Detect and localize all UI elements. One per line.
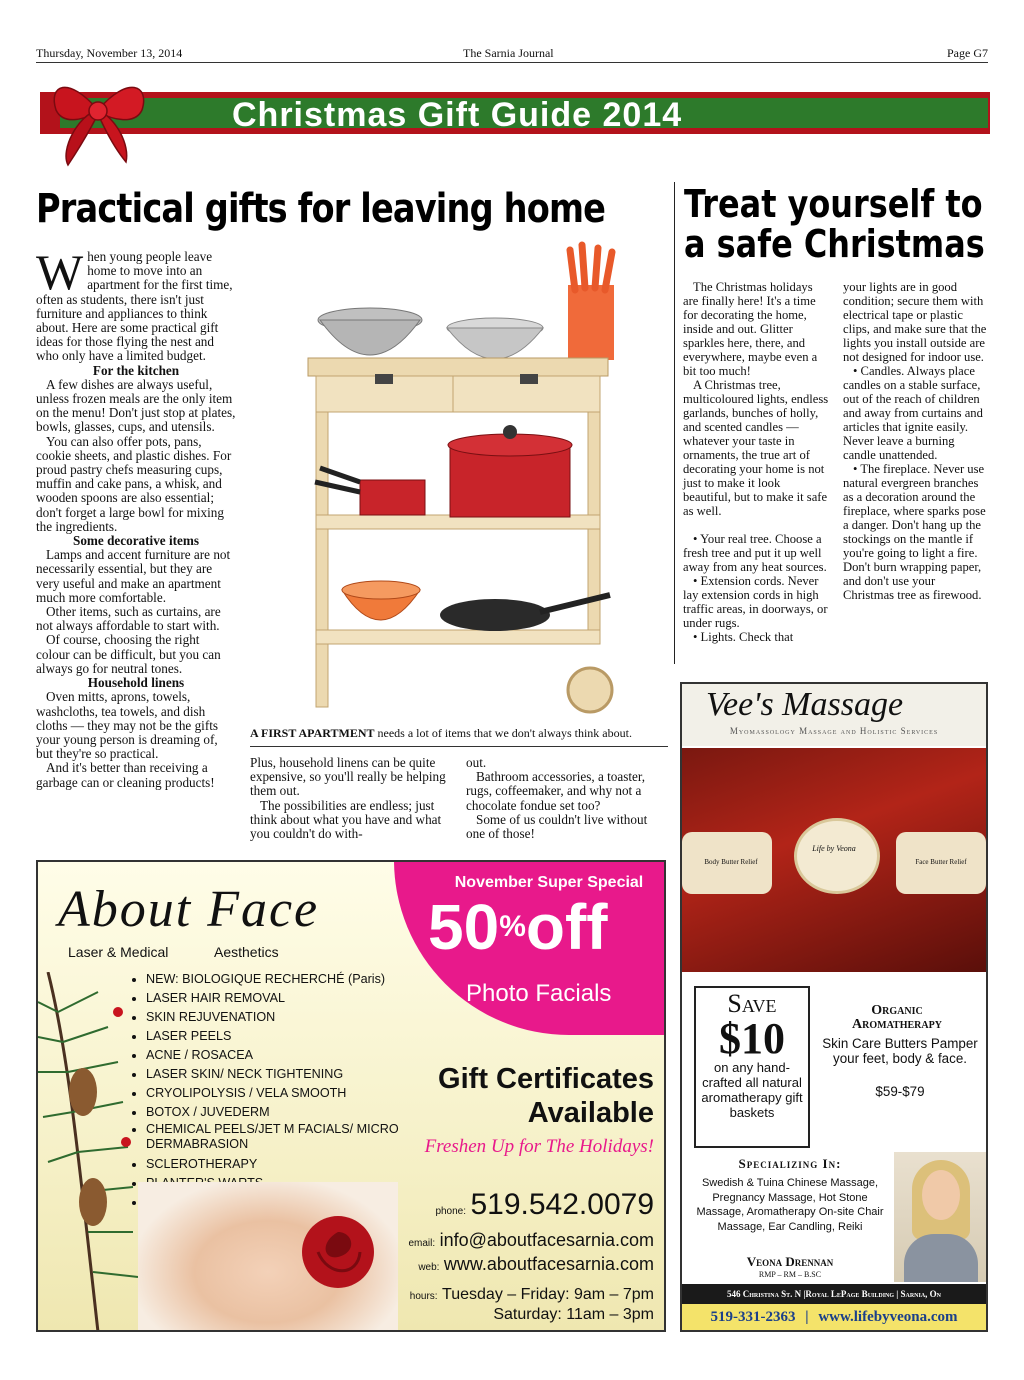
banner-title: Christmas Gift Guide 2014 — [232, 96, 683, 134]
kitchen-cart-photo — [250, 240, 668, 718]
paragraph: Bathroom accessories, a toaster, rugs, coffeemaker, and why not a chocolate fondue set too? — [466, 769, 646, 813]
drop-cap: W — [36, 244, 84, 300]
save-amount: $10 — [719, 1014, 785, 1063]
organic-price: $59-$79 — [875, 1084, 925, 1099]
jar-label-body: Body Butter Relief — [704, 858, 758, 866]
organic-line1: Organic — [871, 1003, 923, 1018]
caption-lead: A FIRST APARTMENT — [250, 726, 375, 740]
hours-saturday: Saturday: 11am – 3pm — [493, 1306, 654, 1323]
subhead-linens: Household linens — [87, 675, 185, 691]
percent-sign: % — [499, 910, 526, 943]
gift-line2: Available — [527, 1097, 654, 1129]
service-item: • LASER HAIR REMOVAL — [146, 989, 416, 1008]
phone-label: phone: — [435, 1206, 467, 1217]
article-headline-safe-christmas — [684, 184, 985, 264]
photo-facials: Photo Facials — [466, 980, 612, 1007]
paragraph: Oven mitts, aprons, towels, washcloths, tea towels, and dish cloths — they may not be the gifts your young person is dreaming of, but they're so practical. — [36, 689, 219, 762]
photo-caption — [250, 726, 668, 741]
ad-about-face[interactable] — [36, 860, 666, 1332]
phone-number[interactable]: 519.542.0079 — [470, 1188, 654, 1221]
article1-column1 — [36, 244, 236, 790]
website-link[interactable]: www.aboutfacesarnia.com — [443, 1254, 654, 1274]
contact-bar — [682, 1304, 986, 1330]
caption-text: needs a lot of items that we don't always think about. — [374, 726, 632, 740]
issue-date: Thursday, November 13, 2014 — [36, 46, 183, 60]
column-divider — [674, 182, 675, 664]
header-rule — [36, 62, 988, 63]
paragraph: You can also offer pots, pans, cookie sheets, and plastic dishes. For proud pastry chefs measuring cups, muffin and cake pans, a whisk, and wooden spoons are also essential; don't forget a large bowl for mixing the ingredients. — [36, 433, 232, 534]
paragraph: your lights are in good condition; secure them with electrical tape or plastic clips, and make sure that the lights you install outside are not designed for indoor use. — [843, 280, 987, 364]
paragraph: Of course, choosing the right colour can be difficult, but you can always go for neutral tones. — [36, 632, 221, 676]
email-label: email: — [408, 1238, 436, 1249]
headline-line1: Treat yourself to — [684, 182, 983, 226]
paragraph: A few dishes are always useful, unless frozen meals are the only item on the menu! Don't just stop at plates, bowls, glasses, cups, and utensils. — [36, 376, 236, 435]
caption-rule — [250, 746, 668, 747]
email-line — [368, 1230, 654, 1251]
service-item: • ACNE / ROSACEA — [146, 1046, 416, 1065]
christmas-bow-icon — [38, 70, 158, 170]
article2-column2 — [843, 280, 989, 602]
paragraph: A Christmas tree, multicoloured lights, endless garlands, bunches of holly, and scented candles — whatever your taste in ornaments, the true art of decorating your home is not just to make it look beautiful, but to make it safe as well. — [683, 378, 829, 518]
gift-line1: Gift Certificates — [438, 1063, 654, 1095]
paragraph: Some of us couldn't live without one of those! — [466, 811, 648, 842]
service-item: • NEW: BIOLOGIQUE RECHERCHÉ (Paris) — [146, 970, 416, 989]
service-item: • BOTOX / JUVEDERM — [146, 1103, 416, 1122]
about-face-logo: About Face — [58, 881, 320, 938]
organic-details: Skin Care Butters Pamper your feet, body & face. — [822, 1036, 978, 1066]
article-headline-practical-gifts: Practical gifts for leaving home — [36, 186, 606, 232]
article1-column3 — [466, 756, 668, 841]
vees-massage-logo: Vee's Massage — [706, 686, 904, 723]
off-text: off — [525, 891, 608, 963]
specializing-heading: Specializing In: — [738, 1156, 842, 1171]
jar-label-life: Life by Veona — [812, 844, 856, 853]
phone-number[interactable]: 519-331-2363 — [710, 1309, 796, 1325]
discount-amount — [428, 892, 608, 962]
hours-weekday: Tuesday – Friday: 9am – 7pm — [442, 1286, 654, 1303]
web-label: web: — [418, 1262, 440, 1273]
paragraph: Lamps and accent furniture are not necessarily essential, but they are very useful and make an apartment much more comfortable. — [36, 547, 231, 605]
paragraph: The Christmas holidays are finally here! It's a time for decorating the home, inside and out. Glitter sparkles here, there, and everywhere, maybe even a bit too much! — [683, 280, 818, 378]
article1-column2 — [250, 756, 450, 841]
ad-vees-massage[interactable] — [680, 682, 988, 1332]
gift-basket-photo — [682, 748, 986, 972]
separator: | — [805, 1309, 809, 1325]
article1-intro: hen young people leave home to move into an apartment for the first time, often as students, there isn't just furniture and appliances to think about. Here are some practical gift ideas for those flying the nest and who only have a limited budget. — [36, 249, 233, 364]
gift-certificates — [398, 1062, 654, 1130]
service-item: • SKIN REJUVENATION — [146, 1008, 416, 1027]
organic-line2: Aromatherapy — [852, 1017, 942, 1032]
save-box — [694, 986, 810, 1148]
logo-subtitle-2: Aesthetics — [214, 944, 279, 960]
paragraph: out. — [466, 755, 487, 770]
logo-subtitle: Myomassology Massage and Holistic Services — [729, 726, 939, 736]
specializing-list: Swedish & Tuina Chinese Massage, Pregnancy Massage, Hot Stone Massage, Aromatherapy On-site Chair Massage, Ear Candling, Reiki — [696, 1177, 884, 1233]
paragraph: The possibilities are endless; just think about what you have and what you couldn't do with- — [250, 797, 442, 842]
paragraph: • The fireplace. Never use natural evergreen branches as a decoration around the fireplace, where sparks pose a danger. Don't hang up the stockings on the mantle if you're going to light a fire. Don't burn wrapping paper, and don't use your Christmas tree as firewood. — [843, 462, 986, 602]
paragraph: And it's better than receiving a garbage can or cleaning products! — [36, 760, 215, 790]
service-item: • CRYOLIPOLYSIS / VELA SMOOTH — [146, 1084, 416, 1103]
phone-line — [398, 1188, 654, 1222]
freshen-tagline: Freshen Up for The Holidays! — [424, 1136, 654, 1157]
save-heading: Save — [727, 989, 777, 1018]
paragraph: • Your real tree. Choose a fresh tree and put it up well away from any heat sources. — [683, 532, 827, 574]
paragraph: • Extension cords. Never lay extension cords in high traffic areas, in doorways, or under rugs. — [683, 574, 828, 630]
save-details: on any hand-crafted all natural aromatherapy gift baskets — [701, 1060, 803, 1120]
special-title: November Super Special — [454, 874, 644, 891]
jar-label-face: Face Butter Relief — [915, 858, 967, 866]
discount-number: 50 — [428, 891, 500, 963]
newspaper-name: The Sarnia Journal — [463, 46, 554, 60]
service-item: • LASER PEELS — [146, 1027, 416, 1046]
email-link[interactable]: info@aboutfacesarnia.com — [439, 1230, 654, 1250]
headline-line2: a safe Christmas — [684, 222, 985, 266]
paragraph: • Candles. Always place candles on a stable surface, out of the reach of children and away from curtains and articles that ignite easily. Never leave a burning candle unattended. — [843, 364, 983, 462]
hours-label: hours: — [409, 1291, 438, 1302]
web-line — [368, 1254, 654, 1275]
address-bar: 546 Christina St. N |Royal LePage Building | Sarnia, On — [682, 1284, 986, 1304]
services-list — [130, 970, 416, 1212]
service-item: • SCLEROTHERAPY — [146, 1155, 416, 1174]
paragraph: Plus, household linens can be quite expensive, so you'll really be helping them out. — [250, 755, 446, 799]
hours-line — [368, 1286, 654, 1304]
therapist-credentials: RMP – RM – B.SC — [758, 1270, 822, 1279]
page-number: Page G7 — [947, 46, 988, 60]
service-item: • CHEMICAL PEELS/JET M FACIALS/ MICRO DERMABRASION — [146, 1122, 416, 1152]
subhead-kitchen: For the kitchen — [92, 362, 180, 378]
subhead-decor: Some decorative items — [73, 533, 199, 549]
article2-column1 — [683, 280, 829, 644]
therapist-photo — [894, 1152, 986, 1282]
website-link[interactable]: www.lifebyveona.com — [818, 1309, 958, 1325]
logo-subtitle-1: Laser & Medical — [68, 944, 169, 960]
paragraph-spacer — [683, 518, 829, 532]
pine-branch-icon — [38, 972, 148, 1332]
paragraph: • Lights. Check that — [693, 630, 794, 644]
therapist-name: Veona Drennan — [746, 1254, 834, 1269]
paragraph: Other items, such as curtains, are not always affordable to start with. — [36, 604, 221, 634]
organic-heading — [812, 1004, 982, 1032]
service-item: • LASER SKIN/ NECK TIGHTENING — [146, 1065, 416, 1084]
